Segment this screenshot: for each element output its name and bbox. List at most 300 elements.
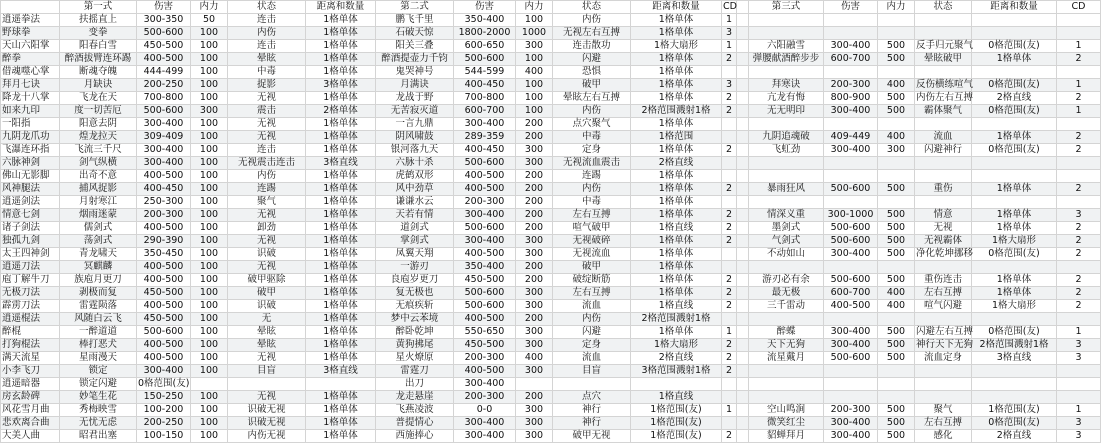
table-cell: 200-250 [137, 417, 191, 430]
table-cell: 1格单体 [306, 209, 376, 222]
table-cell: 风中劲草 [376, 183, 454, 196]
table-cell [1057, 27, 1101, 40]
table-cell: 2格单体 [306, 105, 376, 118]
table-cell: 100 [191, 222, 228, 235]
table-cell: 1格单体 [306, 40, 376, 53]
table-cell [972, 14, 1057, 27]
table-cell: 0格范围(友) [972, 144, 1057, 157]
table-cell: 300 [516, 40, 553, 53]
table-cell: 0格范围(友) [972, 40, 1057, 53]
table-cell [1057, 14, 1101, 27]
table-cell [737, 209, 749, 222]
table-cell: 1格单体 [972, 53, 1057, 66]
table-cell: 1格单体 [306, 248, 376, 261]
table-cell: 1格单体 [972, 274, 1057, 287]
table-cell: 500-600 [824, 352, 878, 365]
table-cell: 409-449 [824, 131, 878, 144]
table-cell: 500-600 [137, 326, 191, 339]
table-cell: 300-400 [824, 144, 878, 157]
table-cell: 阳关三叠 [376, 40, 454, 53]
table-cell: 破甲 [553, 261, 631, 274]
table-cell: 月缺诀 [60, 79, 137, 92]
table-cell: 3 [722, 27, 737, 40]
table-cell: 捕风捉影 [60, 183, 137, 196]
table-cell: 凤翼天翔 [376, 248, 454, 261]
table-row [1, 183, 1101, 196]
table-cell: 无苦寂灭道 [376, 105, 454, 118]
table-cell: 银河落九天 [376, 144, 454, 157]
table-cell: 100 [191, 196, 228, 209]
table-cell: 1格大扇形 [972, 235, 1057, 248]
table-row [1, 365, 1101, 378]
table-cell: 300-400 [824, 105, 878, 118]
table-cell: 3 [1057, 417, 1101, 430]
table-row [1, 300, 1101, 313]
table-cell: 一醉道道 [60, 326, 137, 339]
column-header: 距离和数量 [306, 1, 376, 14]
table-cell [878, 27, 915, 40]
table-cell: 虎鹤双形 [376, 170, 454, 183]
table-cell: 100 [191, 326, 228, 339]
table-cell: 1格大扇形 [631, 40, 722, 53]
table-cell: 300 [878, 144, 915, 157]
table-cell: 200 [516, 391, 553, 404]
table-cell: 200 [516, 222, 553, 235]
table-cell: 1格单体 [306, 92, 376, 105]
table-cell: 流血 [553, 352, 631, 365]
table-cell: 连击 [228, 40, 306, 53]
table-cell: 2 [1057, 287, 1101, 300]
table-cell: 黄狗拂尾 [376, 339, 454, 352]
table-cell [737, 404, 749, 417]
table-cell [824, 27, 878, 40]
table-cell: 544-599 [454, 66, 516, 79]
table-cell: 无视 [228, 352, 306, 365]
table-cell: 1格单体 [306, 118, 376, 131]
table-cell: 200-300 [454, 391, 516, 404]
table-cell: 200-300 [454, 352, 516, 365]
table-row [1, 287, 1101, 300]
table-cell: 无视 [228, 131, 306, 144]
table-cell: 2 [722, 105, 737, 118]
column-header: CD [723, 1, 737, 12]
table-row [1, 378, 1101, 391]
table-cell [553, 378, 631, 391]
table-cell [878, 313, 915, 326]
table-cell: 风随白云飞 [60, 313, 137, 326]
table-cell: 2 [722, 430, 737, 443]
table-cell: 0格范围(友) [972, 326, 1057, 339]
table-row [1, 430, 1101, 443]
table-cell: 1格单体 [306, 27, 376, 40]
table-row [1, 261, 1101, 274]
table-cell: 2 [722, 300, 737, 313]
table-cell: 阳春白雪 [60, 40, 137, 53]
column-header: 状态 [915, 1, 972, 14]
table-cell: 1格大扇形 [972, 300, 1057, 313]
table-cell: 无视破碎 [553, 235, 631, 248]
table-cell [749, 157, 824, 170]
table-cell: 星雨漫天 [60, 352, 137, 365]
table-cell [915, 170, 972, 183]
table-cell [1057, 196, 1101, 209]
table-cell: 无忧无虑 [60, 417, 137, 430]
table-cell [915, 261, 972, 274]
table-cell: 晕眩左右互搏 [553, 92, 631, 105]
table-cell [878, 66, 915, 79]
table-cell: 400-450 [137, 183, 191, 196]
table-cell: 恐惧 [553, 66, 631, 79]
table-cell: 无视 [228, 235, 306, 248]
table-cell: 1格单体 [306, 404, 376, 417]
table-cell: 无视 [228, 261, 306, 274]
table-cell: 烟雨迷蒙 [60, 209, 137, 222]
table-cell: 1格直线 [631, 222, 722, 235]
martial-art-name-cell: 天山六阳掌 [1, 40, 60, 53]
martial-art-name-cell: 逍遥拳法 [1, 14, 60, 27]
table-cell [1057, 365, 1101, 378]
martial-art-name-cell: 悲欢离合曲 [1, 417, 60, 430]
table-cell: 300-400 [454, 209, 516, 222]
table-cell: 300 [516, 417, 553, 430]
table-cell: 100 [191, 131, 228, 144]
table-cell: 500 [878, 183, 915, 196]
table-cell: 气剑式 [749, 235, 824, 248]
table-cell: 400-500 [454, 313, 516, 326]
table-cell [722, 391, 737, 404]
table-cell: 200-300 [824, 79, 878, 92]
table-cell: 1 [1057, 105, 1101, 118]
table-cell: 1 [1057, 79, 1101, 92]
table-cell: 1格范围(友) [631, 430, 722, 443]
table-cell: 出刀 [376, 378, 454, 391]
table-cell: 梦中云苯境 [376, 313, 454, 326]
martial-art-name-cell: 诸子剑法 [1, 222, 60, 235]
table-cell: 2 [722, 235, 737, 248]
table-cell: 500 [878, 417, 915, 430]
table-cell: 连击散功 [553, 40, 631, 53]
table-cell: 289-359 [454, 131, 516, 144]
table-cell: 500 [878, 404, 915, 417]
table-cell: 连击 [228, 144, 306, 157]
table-cell: 300 [516, 365, 553, 378]
table-cell: 1格单体 [306, 14, 376, 27]
martial-art-name-cell: 独孤九剑 [1, 235, 60, 248]
table-cell: 2 [722, 287, 737, 300]
table-cell: 卸劲 [228, 222, 306, 235]
table-cell [749, 196, 824, 209]
table-cell: 识破无视 [228, 417, 306, 430]
martial-art-name-cell: 醉棍 [1, 326, 60, 339]
table-cell: 100 [191, 170, 228, 183]
table-cell: 1 [722, 326, 737, 339]
table-cell: 神行 [553, 417, 631, 430]
martial-art-name-cell: 小李飞刀 [1, 365, 60, 378]
table-cell: 450-500 [137, 287, 191, 300]
table-cell: 1 [722, 404, 737, 417]
table-cell [749, 261, 824, 274]
table-cell: 300-400 [824, 248, 878, 261]
table-cell: 2 [722, 53, 737, 66]
table-cell [722, 118, 737, 131]
table-cell: 100 [191, 27, 228, 40]
column-header: 内力 [878, 1, 915, 14]
table-row [1, 209, 1101, 222]
table-cell [878, 118, 915, 131]
table-cell: 变拳 [60, 27, 137, 40]
table-cell [737, 287, 749, 300]
table-cell: 350-400 [454, 261, 516, 274]
table-cell: 连踢 [553, 170, 631, 183]
martial-art-name-cell: 九阴龙爪功 [1, 131, 60, 144]
table-cell: 400-450 [454, 79, 516, 92]
table-cell: 破甲驱除 [228, 274, 306, 287]
table-row [1, 326, 1101, 339]
table-cell: 流血 [915, 131, 972, 144]
table-cell: 1格范围(友) [972, 404, 1057, 417]
table-row [1, 170, 1101, 183]
table-cell: 1 [722, 40, 737, 53]
table-row [1, 105, 1101, 118]
table-cell [915, 365, 972, 378]
table-cell: 2 [1057, 248, 1101, 261]
table-cell: 200 [516, 170, 553, 183]
table-cell [749, 118, 824, 131]
table-cell: 内伤无视 [228, 430, 306, 443]
header-row [1, 1, 1101, 14]
table-cell: 醉酒拔臂连环踢 [60, 53, 137, 66]
table-cell: 500 [878, 222, 915, 235]
table-cell: 0格范围(友) [138, 378, 190, 389]
table-cell: 1格单体 [306, 313, 376, 326]
table-cell: 250-300 [137, 196, 191, 209]
table-cell: 墨剑式 [749, 222, 824, 235]
table-cell: 500 [878, 430, 915, 443]
table-cell [878, 170, 915, 183]
table-cell [737, 391, 749, 404]
table-cell: 点穴聚气 [553, 118, 631, 131]
table-cell: 1格范围 [631, 131, 722, 144]
table-cell [749, 378, 824, 391]
martial-art-name-cell: 六脉神剑 [1, 157, 60, 170]
table-cell: 重伤连击 [915, 274, 972, 287]
table-cell: 2 [1057, 92, 1101, 105]
table-cell: 300-400 [824, 40, 878, 53]
table-row [1, 339, 1101, 352]
table-cell: 400-500 [137, 170, 191, 183]
table-cell: 400-500 [454, 170, 516, 183]
table-cell: 鬼哭神号 [376, 66, 454, 79]
table-cell [737, 40, 749, 53]
table-cell: 族庖月更刀 [60, 274, 137, 287]
table-cell: 300-400 [824, 339, 878, 352]
table-cell: 500 [878, 105, 915, 118]
table-cell: 1格单体 [631, 170, 722, 183]
table-cell [878, 157, 915, 170]
table-cell: 500-600 [454, 157, 516, 170]
table-cell: 400-500 [137, 339, 191, 352]
table-cell: 200 [516, 196, 553, 209]
table-cell: 1格单体 [631, 326, 722, 339]
table-cell [972, 196, 1057, 209]
table-cell: 1格单体 [631, 27, 722, 40]
table-cell: 煌龙拉天 [60, 131, 137, 144]
column-header: 伤害 [824, 1, 878, 14]
martial-art-name-cell: 降龙十八掌 [1, 92, 60, 105]
table-cell: 左右互搏 [915, 287, 972, 300]
table-cell: 300 [516, 157, 553, 170]
table-cell: 400 [878, 79, 915, 92]
table-cell [737, 105, 749, 118]
table-cell: 六阳融雪 [749, 40, 824, 53]
table-cell: 300-400 [454, 118, 516, 131]
table-cell: 400 [516, 66, 553, 79]
table-cell: 无视震击连击 [228, 157, 306, 170]
table-cell: 350-450 [137, 248, 191, 261]
table-cell: 无视流血震击 [553, 157, 631, 170]
table-cell: 2 [722, 274, 737, 287]
column-header: 状态 [228, 1, 306, 14]
table-cell [737, 365, 749, 378]
column-header: 状态 [553, 1, 631, 14]
table-cell: 复无极也 [376, 287, 454, 300]
table-cell: 情意 [915, 209, 972, 222]
table-cell [737, 144, 749, 157]
table-cell: 无视流血 [553, 248, 631, 261]
martial-art-name-cell: 借魂噬心掌 [1, 66, 60, 79]
table-cell: 3 [722, 79, 737, 92]
table-cell: 1格单体 [972, 287, 1057, 300]
table-cell: 识破无视 [228, 404, 306, 417]
table-cell: 500 [878, 235, 915, 248]
table-cell [915, 378, 972, 391]
table-cell [824, 313, 878, 326]
table-cell: 1格单体 [306, 261, 376, 274]
martial-art-name-cell: 逍遥暗器 [1, 378, 60, 391]
table-cell [972, 365, 1057, 378]
table-cell: 200-300 [824, 404, 878, 417]
table-cell: 400-500 [137, 300, 191, 313]
table-cell: 100 [191, 209, 228, 222]
table-cell [1057, 378, 1101, 391]
table-cell [824, 170, 878, 183]
table-cell [737, 183, 749, 196]
table-cell: 300 [516, 300, 553, 313]
table-cell [737, 157, 749, 170]
table-cell: 度一切苦厄 [60, 105, 137, 118]
table-row [1, 66, 1101, 79]
table-cell: 净化乾坤挪移 [916, 248, 974, 259]
table-cell: 500-600 [824, 274, 878, 287]
table-cell: 1800-2000 [454, 27, 516, 40]
table-cell: 500 [878, 40, 915, 53]
table-cell: 100 [516, 53, 553, 66]
table-cell: 1 [722, 14, 737, 27]
table-cell: 雷霆陨落 [60, 300, 137, 313]
table-cell: 感化 [915, 430, 972, 443]
table-cell: 昭君出塞 [60, 430, 137, 443]
table-cell [737, 274, 749, 287]
table-cell: 月射寒江 [60, 196, 137, 209]
table-row [1, 417, 1101, 430]
table-cell: 700-800 [137, 92, 191, 105]
table-cell [737, 14, 749, 27]
table-cell: 290-390 [137, 235, 191, 248]
column-header: 第一式 [60, 1, 137, 14]
table-cell: 1格单体 [306, 274, 376, 287]
table-cell: 500-600 [824, 235, 878, 248]
table-cell [972, 118, 1057, 131]
table-cell: 破甲无视 [553, 430, 631, 443]
table-cell: 醉酒提壶力千钧 [376, 53, 454, 66]
table-cell: 1格单体 [306, 430, 376, 443]
table-cell: 飞流三千尺 [60, 144, 137, 157]
table-cell [749, 27, 824, 40]
table-cell: 晕眩 [228, 339, 306, 352]
table-cell: 破甲 [228, 287, 306, 300]
table-cell: 500 [878, 92, 915, 105]
table-cell [722, 196, 737, 209]
table-cell: 300-400 [454, 430, 516, 443]
table-cell: 500 [878, 274, 915, 287]
table-cell: 流血定身 [915, 352, 972, 365]
table-cell [878, 365, 915, 378]
table-cell: 550-650 [454, 326, 516, 339]
table-cell: 重伤 [915, 183, 972, 196]
table-cell: 1格单体 [631, 261, 722, 274]
table-cell: 600-700 [454, 105, 516, 118]
table-cell: 2 [722, 209, 737, 222]
table-cell: 反手归元聚气 [916, 40, 974, 51]
table-cell: 300 [191, 105, 228, 118]
table-cell [191, 378, 228, 391]
table-cell [737, 118, 749, 131]
table-cell: 锁定闪避 [60, 378, 137, 391]
table-cell: 3 [1057, 209, 1101, 222]
table-cell: 连击 [228, 14, 306, 27]
table-cell [915, 118, 972, 131]
table-cell: 1格单体 [631, 118, 722, 131]
table-cell: 100 [191, 144, 228, 157]
table-cell: 闪避左右互搏 [916, 326, 974, 337]
table-cell: 2 [1057, 144, 1101, 157]
table-cell: 444-499 [137, 66, 191, 79]
table-cell [737, 430, 749, 443]
table-cell [824, 378, 878, 391]
table-cell: 300-350 [137, 14, 191, 27]
table-cell: 300-400 [824, 417, 878, 430]
table-cell: 100 [191, 53, 228, 66]
table-cell: 中毒 [553, 131, 631, 144]
table-cell: 0格范围(友) [972, 417, 1057, 430]
table-cell: 1格单体 [306, 170, 376, 183]
table-cell: 鹏飞千里 [376, 14, 454, 27]
table-cell: 道剑式 [376, 222, 454, 235]
table-cell: 神行 [553, 404, 631, 417]
table-cell: 100 [191, 157, 228, 170]
table-cell: 800-900 [824, 92, 878, 105]
table-cell: 破绽断筋 [553, 274, 631, 287]
table-cell: 100 [191, 417, 228, 430]
table-cell [737, 66, 749, 79]
table-cell: 棒打恶犬 [60, 339, 137, 352]
column-header: 伤害 [137, 1, 191, 14]
table-cell [915, 196, 972, 209]
table-cell: 1格单体 [306, 391, 376, 404]
table-cell: 无视 [228, 391, 306, 404]
martial-art-name-cell: 飞瀑连环指 [1, 144, 60, 157]
column-header: 距离和数量 [972, 1, 1057, 14]
